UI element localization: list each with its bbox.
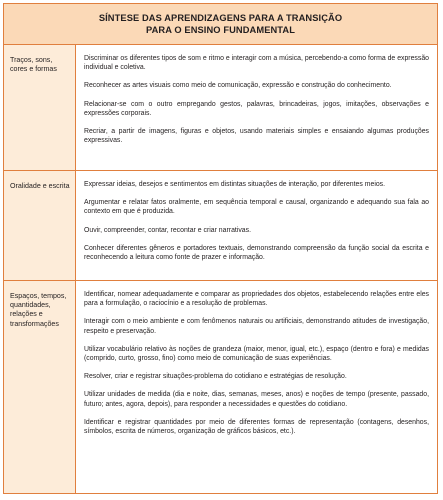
learning-item: Identificar, nomear adequadamente e comparar as propriedades dos objetos, estabelecendo relações entre eles para a formulação, o raciocínio e a resolução de problemas. — [84, 291, 429, 308]
row-category: Espaços, tempos, quantidades, relações e transformações — [4, 281, 76, 494]
learning-item: Expressar ideias, desejos e sentimentos em distintas situações de interação, por diferentes meios. — [84, 181, 386, 188]
table-row — [4, 45, 437, 171]
learning-item: Utilizar unidades de medida (dia e noite, dias, semanas, meses, anos) e noções de tempo (presente, passado, futuro; antes, agora, depois), para responder a necessidades e questões do cotidiano. — [84, 391, 429, 408]
learning-item: Argumentar e relatar fatos oralmente, em sequência temporal e causal, organizando e adequando sua fala ao contexto em que é produzida. — [84, 199, 429, 216]
table-row — [4, 171, 437, 281]
row-content — [76, 281, 437, 494]
learning-item: Utilizar vocabulário relativo às noções de grandeza (maior, menor, igual, etc.), espaço (dentro e fora) e medidas (comprido, curto, grosso, fino) como meio de comunicação de suas experiências. — [84, 345, 429, 363]
table-row — [4, 281, 437, 494]
learning-item: Reconhecer as artes visuais como meio de comunicação, expressão e construção do conhecimento. — [84, 82, 392, 90]
row-content — [76, 45, 437, 170]
row-content — [76, 171, 437, 280]
learning-item: Conhecer diferentes gêneros e portadores textuais, demonstrando compreensão da função social da escrita e reconhecendo a leitura como fonte de prazer e informação. — [84, 244, 429, 262]
row-category: Oralidade e escrita — [4, 171, 76, 280]
synthesis-table — [3, 3, 438, 494]
title-line-2: PARA O ENSINO FUNDAMENTAL — [145, 25, 295, 35]
learning-item: Discriminar os diferentes tipos de som e ritmo e interagir com a música, percebendo-a como forma de expressão individual e coletiva. — [84, 55, 429, 72]
learning-item: Identificar e registrar quantidades por meio de diferentes formas de representação (contagens, desenhos, símbolos, escrita de números, organização de gráficos básicos, etc.). — [84, 418, 429, 436]
learning-item: Recriar, a partir de imagens, figuras e objetos, usando materiais simples e ensaiando algumas produções expressivas. — [84, 128, 429, 145]
row-category: Traços, sons, cores e formas — [4, 45, 76, 170]
learning-item: Relacionar-se com o outro empregando gestos, palavras, brincadeiras, jogos, imitações, observações e expressões corporais. — [84, 100, 429, 117]
title-line-1: SÍNTESE DAS APRENDIZAGENS PARA A TRANSIÇÃO — [98, 13, 343, 23]
table-title — [4, 4, 437, 45]
learning-item: Ouvir, compreender, contar, recontar e criar narrativas. — [84, 226, 251, 234]
learning-item: Resolver, criar e registrar situações-problema do cotidiano e estratégias de resolução. — [84, 373, 347, 381]
learning-item: Interagir com o meio ambiente e com fenômenos naturais ou artificiais, demonstrando atitudes de investigação, respeito e preservação. — [84, 318, 429, 335]
